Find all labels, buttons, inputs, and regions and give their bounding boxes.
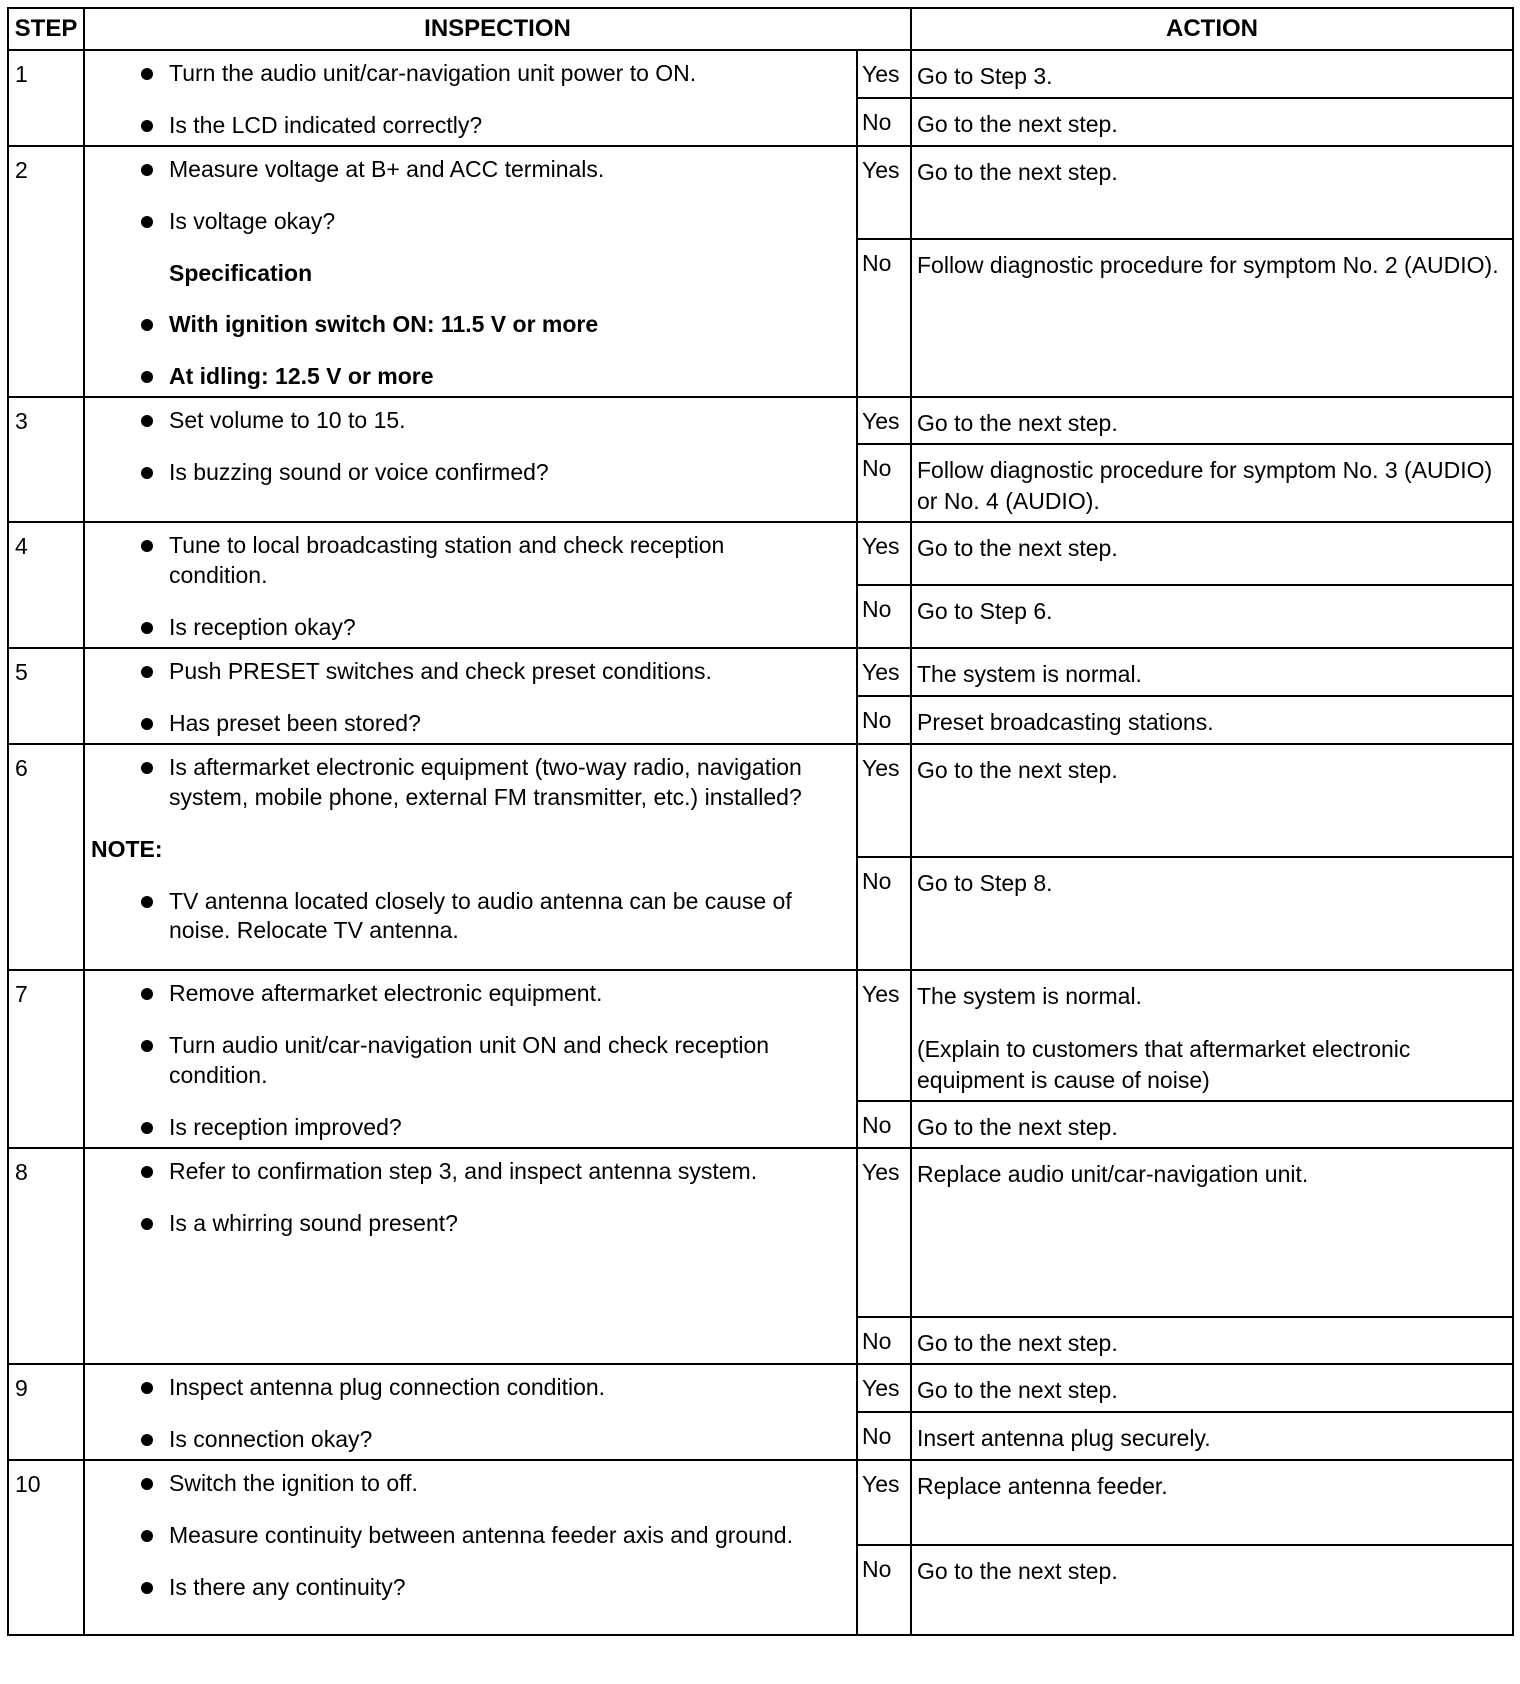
no-label: No xyxy=(857,1317,911,1364)
yes-action: Go to the next step. xyxy=(911,1364,1513,1412)
inspection-item: Measure continuity between antenna feeder axis and ground. xyxy=(91,1521,828,1551)
step-number: 8 xyxy=(8,1148,84,1364)
inspection-cell xyxy=(84,397,857,522)
note-item: TV antenna located closely to audio antenna can be cause of noise. Relocate TV antenna. xyxy=(91,887,828,947)
table-row xyxy=(8,1460,1513,1545)
inspection-item: Is there any continuity? xyxy=(91,1573,828,1603)
inspection-item: Turn audio unit/car-navigation unit ON and check reception condition. xyxy=(91,1031,828,1091)
yes-action: The system is normal. xyxy=(911,648,1513,696)
header-action: ACTION xyxy=(911,8,1513,50)
no-action: Go to the next step. xyxy=(911,1545,1513,1635)
spec-item: At idling: 12.5 V or more xyxy=(91,362,828,392)
inspection-item: Turn the audio unit/car-navigation unit power to ON. xyxy=(91,59,828,89)
step-number: 2 xyxy=(8,146,84,397)
yes-action: Go to the next step. xyxy=(911,744,1513,857)
inspection-item: Is aftermarket electronic equipment (two-way radio, navigation system, mobile phone, external FM transmitter, etc.) installed? xyxy=(91,753,828,813)
table-row xyxy=(8,744,1513,857)
step-number: 6 xyxy=(8,744,84,970)
inspection-item: Is connection okay? xyxy=(91,1425,828,1455)
no-label: No xyxy=(857,239,911,398)
header-row xyxy=(8,8,1513,50)
inspection-item: Is reception okay? xyxy=(91,613,828,643)
step-number: 9 xyxy=(8,1364,84,1460)
note-label: NOTE: xyxy=(91,835,163,862)
table-row xyxy=(8,970,1513,1101)
no-label: No xyxy=(857,1545,911,1635)
step-number: 1 xyxy=(8,50,84,146)
no-action: Go to the next step. xyxy=(911,1101,1513,1148)
table-row xyxy=(8,146,1513,239)
yes-label: Yes xyxy=(857,397,911,444)
step-number: 4 xyxy=(8,522,84,648)
no-action: Follow diagnostic procedure for symptom No. 2 (AUDIO). xyxy=(911,239,1513,398)
yes-label: Yes xyxy=(857,1148,911,1317)
diagnostic-table xyxy=(7,7,1514,1636)
no-action: Go to Step 6. xyxy=(911,585,1513,648)
inspection-cell xyxy=(84,648,857,744)
no-label: No xyxy=(857,857,911,970)
no-label: No xyxy=(857,444,911,522)
table-row xyxy=(8,1148,1513,1317)
inspection-cell xyxy=(84,970,857,1148)
yes-label: Yes xyxy=(857,1364,911,1412)
step-number: 3 xyxy=(8,397,84,522)
inspection-cell xyxy=(84,1364,857,1460)
inspection-item: Is the LCD indicated correctly? xyxy=(91,111,828,141)
yes-label: Yes xyxy=(857,1460,911,1545)
table-row xyxy=(8,1364,1513,1412)
inspection-item: Push PRESET switches and check preset conditions. xyxy=(91,657,828,687)
yes-label: Yes xyxy=(857,522,911,584)
table-row xyxy=(8,522,1513,584)
inspection-item: Refer to confirmation step 3, and inspect antenna system. xyxy=(91,1157,828,1187)
inspection-cell xyxy=(84,1460,857,1635)
inspection-item: Switch the ignition to off. xyxy=(91,1469,828,1499)
inspection-item: Inspect antenna plug connection condition. xyxy=(91,1373,828,1403)
inspection-item: Measure voltage at B+ and ACC terminals. xyxy=(91,155,828,185)
spec-item: With ignition switch ON: 11.5 V or more xyxy=(91,310,828,340)
no-action: Go to Step 8. xyxy=(911,857,1513,970)
yes-action: Go to the next step. xyxy=(911,397,1513,444)
yes-label: Yes xyxy=(857,146,911,239)
yes-label: Yes xyxy=(857,744,911,857)
no-label: No xyxy=(857,1412,911,1460)
no-action: Go to the next step. xyxy=(911,1317,1513,1364)
header-step: STEP xyxy=(8,8,84,50)
no-label: No xyxy=(857,1101,911,1148)
inspection-cell xyxy=(84,50,857,146)
table-row xyxy=(8,50,1513,98)
yes-action: Replace audio unit/car-navigation unit. xyxy=(911,1148,1513,1317)
no-label: No xyxy=(857,585,911,648)
no-action: Insert antenna plug securely. xyxy=(911,1412,1513,1460)
step-number: 7 xyxy=(8,970,84,1148)
inspection-item: Remove aftermarket electronic equipment. xyxy=(91,979,828,1009)
no-label: No xyxy=(857,696,911,744)
yes-action: Go to Step 3. xyxy=(911,50,1513,98)
inspection-item: Tune to local broadcasting station and check reception condition. xyxy=(91,531,828,591)
yes-action: Replace antenna feeder. xyxy=(911,1460,1513,1545)
inspection-cell xyxy=(84,1148,857,1364)
table-row xyxy=(8,648,1513,696)
step-number: 5 xyxy=(8,648,84,744)
table-row xyxy=(8,397,1513,444)
yes-label: Yes xyxy=(857,50,911,98)
inspection-cell xyxy=(84,146,857,397)
inspection-item: Is buzzing sound or voice confirmed? xyxy=(91,458,828,488)
no-action: Go to the next step. xyxy=(911,98,1513,146)
no-action: Follow diagnostic procedure for symptom No. 3 (AUDIO) or No. 4 (AUDIO). xyxy=(911,444,1513,522)
yes-label: Yes xyxy=(857,648,911,696)
header-inspection: INSPECTION xyxy=(84,8,911,50)
yes-action: Go to the next step. xyxy=(911,522,1513,584)
no-action: Preset broadcasting stations. xyxy=(911,696,1513,744)
inspection-cell xyxy=(84,522,857,648)
inspection-item: Has preset been stored? xyxy=(91,709,828,739)
yes-label: Yes xyxy=(857,970,911,1101)
inspection-item: Is reception improved? xyxy=(91,1113,828,1143)
inspection-item: Set volume to 10 to 15. xyxy=(91,406,828,436)
yes-action: The system is normal. (Explain to customers that aftermarket electronic equipment is cause of noise) xyxy=(911,970,1513,1101)
inspection-item: Is a whirring sound present? xyxy=(91,1209,828,1239)
inspection-item: Is voltage okay? xyxy=(91,207,828,237)
inspection-cell xyxy=(84,744,857,970)
no-label: No xyxy=(857,98,911,146)
specification-heading: Specification xyxy=(169,259,313,286)
step-number: 10 xyxy=(8,1460,84,1635)
yes-action: Go to the next step. xyxy=(911,146,1513,239)
